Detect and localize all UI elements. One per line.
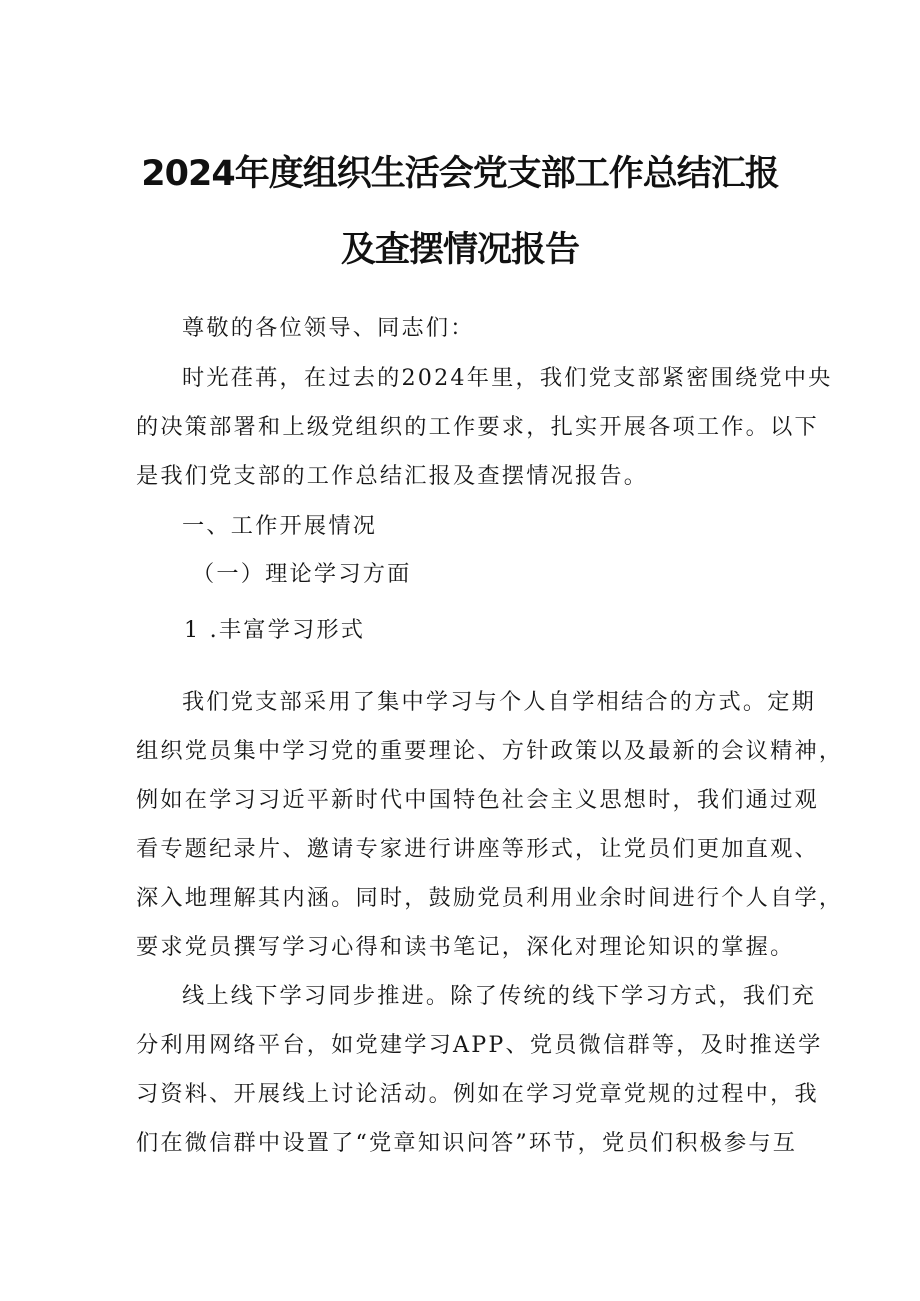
item-heading: 1 .丰富学习形式: [184, 617, 366, 643]
paragraph-line: 分利用网络平台，如党建学习APP、党员微信群等，及时推送学: [136, 1032, 823, 1058]
paragraph-line: 例如在学习习近平新时代中国特色社会主义思想时，我们通过观: [136, 787, 819, 813]
intro-line: 的决策部署和上级党组织的工作要求，扎实开展各项工作。以下: [136, 414, 819, 440]
paragraph-line: 们在微信群中设置了“党章知识问答”环节，党员们积极参与互: [136, 1130, 798, 1156]
subsection-heading: （一）理论学习方面: [192, 561, 412, 587]
document-title-line-2: 及查摆情况报告: [340, 230, 579, 270]
intro-line: 是我们党支部的工作总结汇报及查摆情况报告。: [136, 463, 649, 489]
paragraph-line: 习资料、开展线上讨论活动。例如在学习党章党规的过程中，我: [136, 1081, 819, 1107]
paragraph-line: 组织党员集中学习党的重要理论、方针政策以及最新的会议精神，: [136, 738, 844, 764]
paragraph-line: 深入地理解其内涵。同时，鼓励党员利用业余时间进行个人自学，: [136, 885, 844, 911]
paragraph-line: 线上线下学习同步推进。除了传统的线下学习方式，我们充: [182, 983, 817, 1009]
paragraph-line: 要求党员撰写学习心得和读书笔记，深化对理论知识的掌握。: [136, 934, 795, 960]
salutation: 尊敬的各位领导、同志们：: [182, 315, 475, 341]
paragraph-line: 看专题纪录片、邀请专家进行讲座等形式，让党员们更加直观、: [136, 836, 819, 862]
section-heading: 一、工作开展情况: [182, 513, 378, 539]
intro-line: 时光荏苒，在过去的2024年里，我们党支部紧密围绕党中央: [182, 365, 833, 391]
document-title-line-1: 2024年度组织生活会党支部工作总结汇报: [141, 154, 779, 194]
paragraph-line: 我们党支部采用了集中学习与个人自学相结合的方式。定期: [182, 689, 817, 715]
